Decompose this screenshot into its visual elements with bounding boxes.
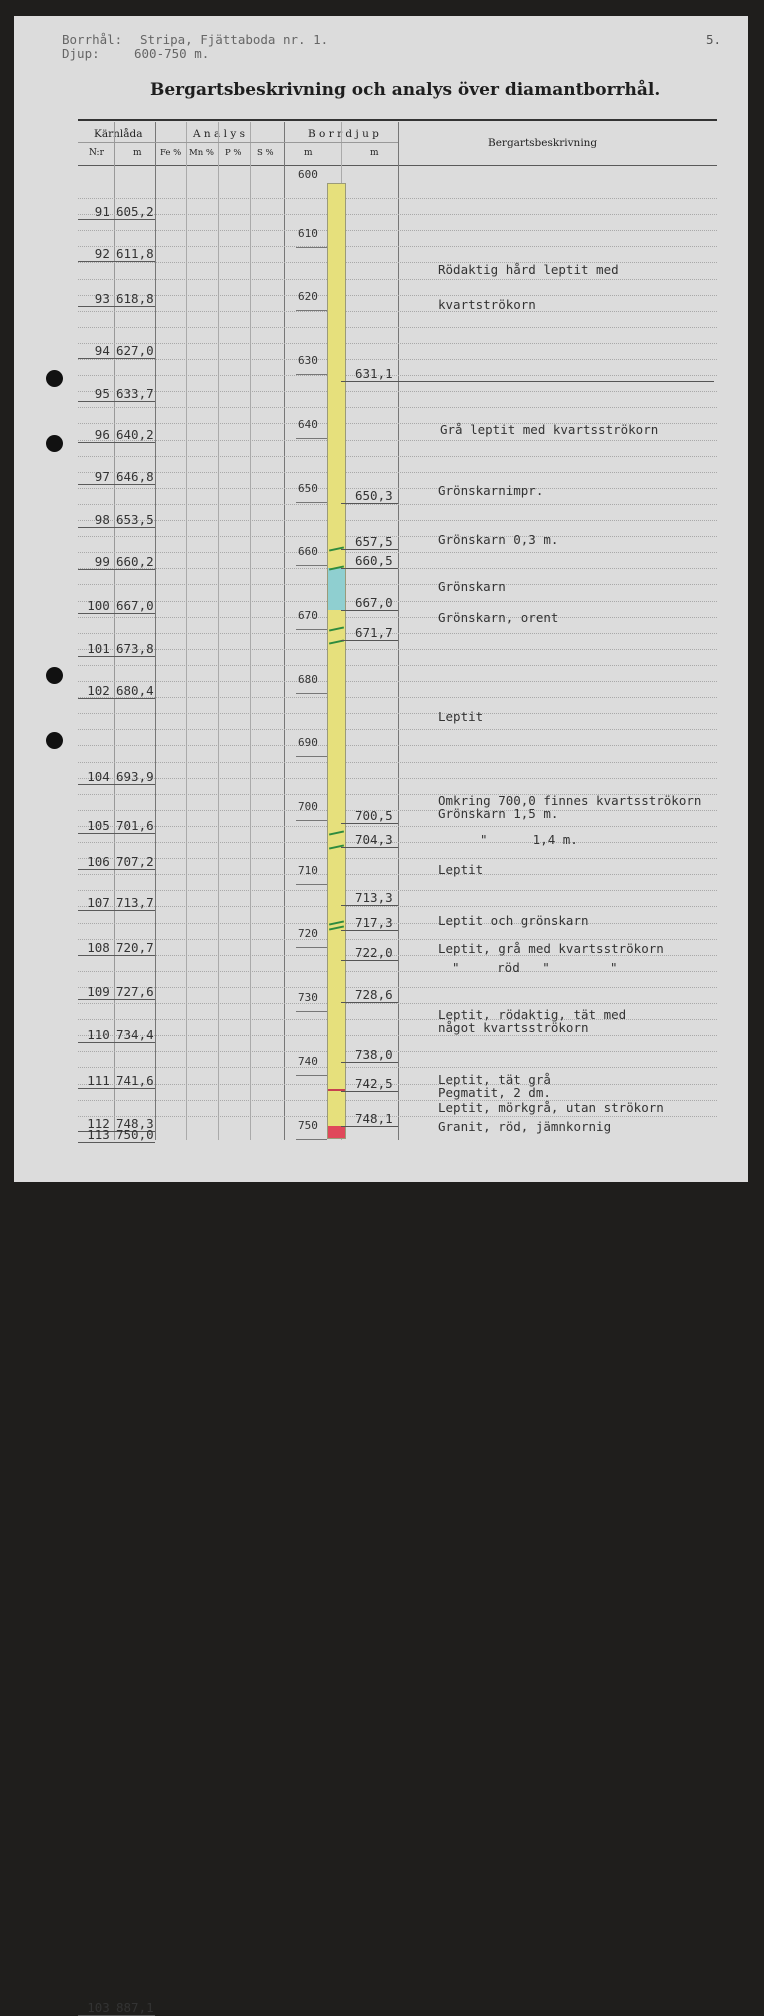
core-box-depth: 653,5 [116,511,154,527]
col-borrdjup: B o r r d j u p [308,128,379,140]
core-box-nr: 112 [87,1115,110,1131]
punch-hole [46,435,63,452]
depth-scale-label: 630 [298,354,318,368]
core-box-rule [78,1088,155,1089]
depth-scale-tick [296,502,327,503]
boundary-depth: 650,3 [355,488,393,504]
core-box-nr: 111 [87,1072,110,1088]
boundary-rule [341,905,398,906]
depth-label: Djup: [62,46,100,61]
ruling-line [78,1084,717,1085]
depth-scale-label: 660 [298,545,318,559]
borehole-label: Borrhål: [62,32,123,47]
core-box-rule [78,869,155,870]
core-box-depth: 750,0 [116,1126,154,1142]
col-analys: A n a l y s [193,128,245,140]
boundary-depth: 657,5 [355,534,393,550]
ruling-line [78,375,717,376]
rock-description: Leptit och grönskarn [438,913,589,928]
rock-description: " röd " " [452,960,618,975]
core-box-depth: 680,4 [116,683,154,699]
col-s: S % [257,148,274,158]
depth-scale-label: 640 [298,417,318,431]
core-box-rule [78,358,155,359]
rock-description: kvartströkorn [438,297,536,312]
ruling-line [78,230,717,231]
ruling-line [78,874,717,875]
core-box-nr: 93 [94,290,110,306]
boundary-depth: 667,0 [355,594,393,610]
ruling-line [78,601,717,602]
rock-description: något kvartsströkorn [438,1020,589,1035]
boundary-depth: 722,0 [355,945,393,961]
ruling-line [78,536,717,537]
core-box-depth: 633,7 [116,385,154,401]
col-borrdjup-m1: m [304,148,313,158]
core-strip-outline [327,183,346,1139]
ruling-line [78,939,717,940]
depth-scale-label: 680 [298,672,318,686]
rock-description: Grönskarn 1,5 m. [438,806,559,821]
core-box-rule [78,401,155,402]
ruling-line [78,262,717,263]
ruling-line [78,649,717,650]
core-box-depth: 748,3 [116,1115,154,1131]
core-box-rule [78,261,155,262]
depth-scale-tick [296,565,327,566]
ruling-line [78,488,717,489]
col-p: P % [225,148,242,158]
core-box-rule [78,1142,155,1143]
boundary-depth: 700,5 [355,808,393,824]
boundary-rule [341,1126,398,1127]
core-box-depth: 605,2 [116,204,154,220]
core-box-nr: 110 [87,1027,110,1043]
rock-description: Rödaktig hård leptit med [438,262,619,277]
core-box-rule [78,527,155,528]
ruling-line [78,778,717,779]
formation-rule [398,381,714,382]
depth-scale-label: 610 [298,226,318,240]
ruling-line [78,440,717,441]
core-box-depth: 727,6 [116,983,154,999]
depth-scale-tick [296,1075,327,1076]
ruling-line [78,456,717,457]
core-box-rule [78,955,155,956]
core-box-nr: 106 [87,853,110,869]
ruling-line [78,246,717,247]
rock-description: Grönskarn [438,579,506,594]
core-box-depth: 618,8 [116,290,154,306]
ruling-line [78,681,717,682]
rock-description: Leptit [438,862,484,877]
depth-scale-label: 740 [298,1054,318,1068]
ruling-line [78,407,717,408]
boundary-rule [341,930,398,931]
ruling-line [78,584,717,585]
boundary-rule [341,1062,398,1063]
rock-description: Grönskarn 0,3 m. [438,532,559,547]
col-nr: N:r [89,148,104,158]
boundary-depth: 704,3 [355,832,393,848]
core-box-depth: 887,1 [116,1999,154,2015]
boundary-depth: 713,3 [355,889,393,905]
ruling-line [78,890,717,891]
depth-scale-label: 650 [298,481,318,495]
depth-scale-label: 670 [298,608,318,622]
ruling-line [78,762,717,763]
depth-scale-label: 690 [298,736,318,750]
core-box-nr: 98 [94,511,110,527]
ruling-line [78,198,717,199]
ruling-line [78,1035,717,1036]
col-borrdjup-m2: m [370,148,379,158]
header-subrule [78,142,398,143]
boundary-rule [341,381,398,382]
depth-scale-label: 720 [298,927,318,941]
core-box-rule [78,442,155,443]
core-box-depth: 660,2 [116,554,154,570]
page-title: Bergartsbeskrivning och analys över diamantborrhål. [150,80,661,100]
ruling-line [78,279,717,280]
core-box-depth: 627,0 [116,342,154,358]
rock-description: Granit, röd, jämnkornig [438,1119,612,1134]
ruling-line [78,520,717,521]
core-box-depth: 640,2 [116,427,154,443]
ruling-line [78,826,717,827]
core-box-nr: 103 [87,1999,110,2015]
core-box-nr: 96 [94,427,110,443]
boundary-rule [341,823,398,824]
ruling-line [78,617,717,618]
boundary-depth: 748,1 [355,1111,393,1127]
ruling-line [78,552,717,553]
core-box-depth: 667,0 [116,597,154,613]
ruling-line [78,472,717,473]
ruling-line [78,343,717,344]
rock-description: Leptit, grå med kvartsströkorn [438,941,664,956]
ruling-line [78,858,717,859]
rock-description: Grönskarn, orent [438,610,559,625]
core-box-nr: 91 [94,204,110,220]
boundary-rule [341,640,398,641]
core-box-rule [78,219,155,220]
boundary-rule [341,568,398,569]
boundary-depth: 728,6 [355,987,393,1003]
depth-scale-tick [296,247,327,248]
boundary-rule [341,503,398,504]
core-box-nr: 108 [87,939,110,955]
boundary-rule [341,549,398,550]
core-box-depth: 673,8 [116,641,154,657]
core-box-nr: 113 [87,1126,110,1142]
boundary-rule [341,1002,398,1003]
core-box-depth: 713,7 [116,895,154,911]
rock-description: Leptit, rödaktig, tät med [438,1007,627,1022]
core-box-nr: 92 [94,246,110,262]
boundary-rule [341,1091,398,1092]
core-box-nr: 102 [87,683,110,699]
ruling-line [78,810,717,811]
punch-hole [46,732,63,749]
core-box-depth: 693,9 [116,769,154,785]
depth-scale-tick [296,438,327,439]
core-box-rule [78,999,155,1000]
col-fe: Fe % [160,148,182,158]
ruling-line [78,971,717,972]
depth-scale-tick [296,693,327,694]
depth-scale-tick [296,820,327,821]
ruling-line [78,665,717,666]
ruling-line [78,906,717,907]
core-box-depth: 741,6 [116,1072,154,1088]
ruling-line [78,295,717,296]
ruling-line [78,1051,717,1052]
core-box-nr: 99 [94,554,110,570]
boundary-depth: 631,1 [355,366,393,382]
ruling-line [78,745,717,746]
boundary-depth: 660,5 [355,553,393,569]
core-box-rule [78,910,155,911]
ruling-line [78,214,717,215]
ruling-line [78,923,717,924]
depth-scale-tick [296,310,327,311]
ruling-line [78,359,717,360]
boundary-rule [341,847,398,848]
col-m: m [133,148,142,158]
core-box-rule [78,833,155,834]
depth-value: 600-750 m. [134,46,210,61]
ruling-line [78,987,717,988]
core-box-nr: 94 [94,342,110,358]
rock-description: Leptit [438,709,484,724]
boundary-rule [341,960,398,961]
punch-hole [46,370,63,387]
core-box-nr: 109 [87,983,110,999]
ruling-line [78,842,717,843]
ruling-line [78,713,717,714]
ruling-line [78,1116,717,1117]
core-box-depth: 611,8 [116,246,154,262]
rock-description: Grönskarnimpr. [438,483,544,498]
table-top-rule [78,119,717,121]
core-box-rule [78,656,155,657]
boundary-depth: 717,3 [355,915,393,931]
borehole-value: Stripa, Fjättaboda nr. 1. [140,32,329,47]
core-box-depth: 707,2 [116,853,154,869]
rock-description: Pegmatit, 2 dm. [438,1085,551,1100]
depth-scale-tick [296,374,327,375]
rock-description: Leptit, tät grå [438,1072,551,1087]
core-box-depth: 720,7 [116,939,154,955]
core-box-rule [78,306,155,307]
depth-scale-label: 700 [298,800,318,813]
ruling-line [78,311,717,312]
col-beskrivning: Bergartsbeskrivning [488,137,598,149]
boundary-depth: 738,0 [355,1047,393,1063]
core-box-nr: 105 [87,818,110,834]
boundary-depth: 742,5 [355,1075,393,1091]
depth-scale-tick [296,947,327,948]
ruling-line [78,729,717,730]
col-karnlada: Kärnlåda [94,128,143,140]
depth-scale-label: 620 [298,290,318,304]
ruling-line [78,633,717,634]
depth-scale-label: 750 [298,1118,318,1132]
core-box-rule [78,1042,155,1043]
depth-scale-label: 710 [298,863,318,877]
depth-scale-label: 600 [298,168,318,181]
ruling-line [78,1067,717,1068]
boundary-depth: 671,7 [355,624,393,640]
core-box-nr: 97 [94,469,110,485]
core-box-nr: 95 [94,385,110,401]
rock-description: Omkring 700,0 finnes kvartsströkorn [438,793,702,808]
rock-description: Leptit, mörkgrå, utan strökorn [438,1100,664,1115]
core-box-nr: 107 [87,895,110,911]
rock-description: " 1,4 m. [480,832,578,847]
page-number: 5. [706,32,722,47]
ruling-line [78,327,717,328]
core-box-depth: 646,8 [116,469,154,485]
ruling-line [78,697,717,698]
core-box-depth: 701,6 [116,818,154,834]
core-box-rule [78,784,155,785]
core-box-rule [78,613,155,614]
depth-scale-tick [296,756,327,757]
core-box-nr: 100 [87,597,110,613]
depth-scale-tick [296,1139,327,1140]
punch-hole [46,667,63,684]
depth-scale-label: 730 [298,991,318,1005]
core-box-nr: 104 [87,769,110,785]
core-box-rule [78,484,155,485]
ruling-line [78,391,717,392]
core-box-rule [78,569,155,570]
boundary-rule [341,610,398,611]
depth-scale-tick [296,884,327,885]
rock-description: Grå leptit med kvartsströkorn [440,422,659,437]
col-mn: Mn % [189,148,214,158]
core-box-rule [78,698,155,699]
core-box-nr: 101 [87,641,110,657]
depth-scale-tick [296,629,327,630]
core-box-depth: 734,4 [116,1027,154,1043]
depth-scale-tick [296,1011,327,1012]
